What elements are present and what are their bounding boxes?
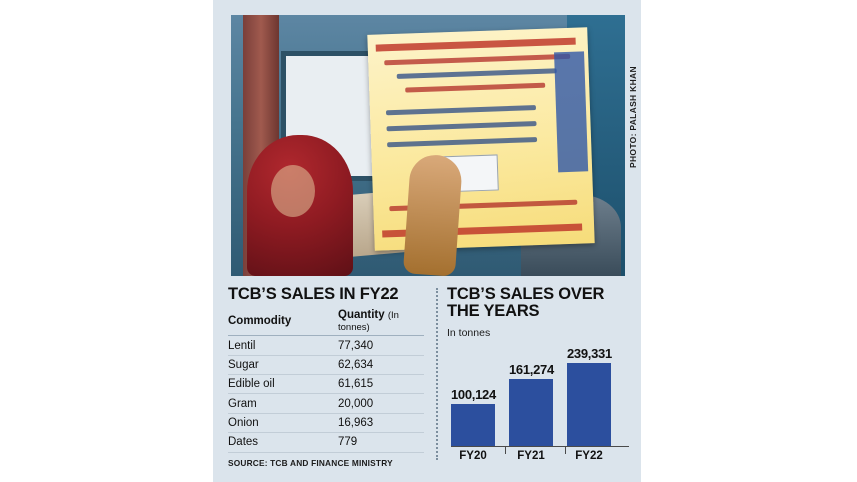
cell-commodity: Dates [228,433,338,452]
cell-quantity: 16,963 [338,413,424,432]
column-header-commodity: Commodity [228,309,338,336]
photo-credit: PHOTO: PALASH KHAN [628,66,638,168]
sales-table-block [228,286,424,468]
cell-quantity: 779 [338,433,424,452]
column-header-quantity-unit: (In tonnes) [338,310,399,334]
bar-fy22 [567,363,611,446]
table-header-row [228,309,424,336]
cell-quantity: 20,000 [338,394,424,413]
table-row [228,433,424,452]
table-row [228,394,424,413]
chart-title: TCB’S SALES OVER THE YEARS [447,285,605,321]
x-axis-labels [451,450,629,466]
photo-price-poster [367,27,594,251]
x-label-fy20: FY20 [459,450,487,462]
bar-group [451,346,629,446]
cell-quantity: 62,634 [338,355,424,374]
bar-column-fy22 [567,346,611,446]
cell-commodity: Edible oil [228,375,338,394]
bar-value-fy22: 239,331 [567,346,612,361]
table-row [228,336,424,355]
poster-side-panel [554,51,588,172]
x-label-fy21: FY21 [517,450,545,462]
table-row [228,413,424,432]
sales-table [228,309,424,452]
cell-commodity: Lentil [228,336,338,355]
column-header-quantity-label: Quantity [338,309,385,322]
cell-commodity: Onion [228,413,338,432]
x-label-fy22: FY22 [575,450,603,462]
cell-commodity: Gram [228,394,338,413]
cell-commodity: Sugar [228,355,338,374]
cell-quantity: 61,615 [338,375,424,394]
bar-chart [447,344,629,466]
sales-chart-block [447,286,629,466]
photo-woman-figure [247,135,353,276]
photo-hand [403,153,463,276]
x-axis-line [451,446,629,447]
table-row [228,375,424,394]
table-title: TCB’S SALES IN FY22 [228,285,399,303]
column-header-quantity [338,309,424,336]
bar-value-fy21: 161,274 [509,362,554,377]
table-row [228,355,424,374]
vertical-divider [436,288,438,460]
chart-subtitle: In tonnes [447,326,491,339]
bar-column-fy21 [509,346,553,446]
cell-quantity: 77,340 [338,336,424,355]
source-note: SOURCE: TCB AND FINANCE MINISTRY [228,457,393,468]
news-photo [231,15,625,276]
bar-fy21 [509,379,553,446]
bar-fy20 [451,404,495,446]
bar-column-fy20 [451,346,495,446]
bar-value-fy20: 100,124 [451,387,496,402]
